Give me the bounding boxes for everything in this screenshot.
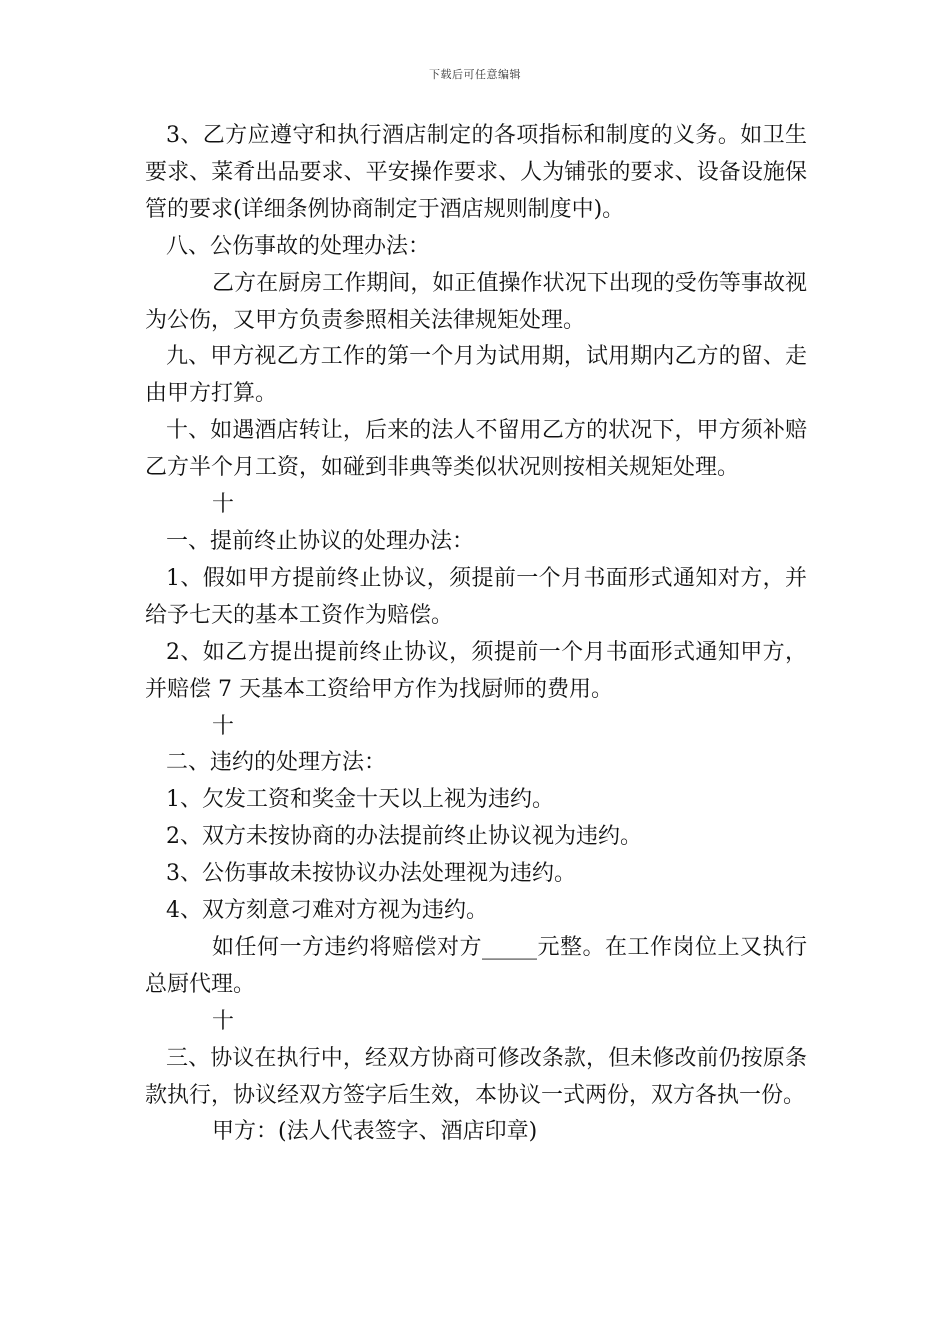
clause-12-item-3: 3、公伤事故未按协议办法处理视为违约。 [166,861,576,887]
clause-7-item-3: 3、乙方应遵守和执行酒店制定的各项指标和制度的义务。如卫生要求、菜肴出品要求、平安操作要求、人为铺张的要求、设备设施保管的要求(详细条例协商制定于酒店规则制度中)。 [145,123,807,222]
page-header: 下载后可任意编辑 [429,68,521,81]
clause-11-item-1: 1、假如甲方提前终止协议，须提前一个月书面形式通知对方，并给予七天的基本工资作为赔偿。 [145,565,807,628]
clause-8-heading: 八、公伤事故的处理办法： [166,233,431,259]
clause-12-item-2: 2、双方未按协商的办法提前终止协议视为违约。 [166,824,642,850]
clause-12-penalty: 如任何一方违约将赔偿对方_____元整。在工作岗位上又执行总厨代理。 [145,934,807,997]
clause-8-body: 乙方在厨房工作期间，如正值操作状况下出现的受伤等事故视为公伤，又甲方负责参照相关法律规矩处理。 [145,270,807,333]
clause-11-number: 十 [212,492,235,518]
clause-12-number: 十 [212,713,235,739]
clause-12-item-1: 1、欠发工资和奖金十天以上视为违约。 [166,787,554,813]
document-body [145,118,807,1151]
clause-10: 十、如遇酒店转让，后来的法人不留用乙方的状况下，甲方须补赔乙方半个月工资，如碰到非典等类似状况则按相关规矩处理。 [145,418,807,481]
clause-12-heading: 二、违约的处理方法： [166,750,387,776]
clause-13-body: 三、协议在执行中，经双方协商可修改条款，但未修改前仍按原条款执行，协议经双方签字后生效，本协议一式两份，双方各执一份。 [145,1045,807,1108]
clause-11-item-2: 2、如乙方提出提前终止协议，须提前一个月书面形式通知甲方，并赔偿 7 天基本工资给甲方作为找厨师的费用。 [145,639,807,702]
clause-12-item-4: 4、双方刻意刁难对方视为违约。 [166,898,488,924]
party-a-signature-line: 甲方：(法人代表签字、酒店印章) [212,1119,538,1145]
clause-9: 九、甲方视乙方工作的第一个月为试用期，试用期内乙方的留、走由甲方打算。 [145,344,807,407]
clause-11-heading: 一、提前终止协议的处理办法： [166,528,475,554]
clause-13-number: 十 [212,1008,235,1034]
